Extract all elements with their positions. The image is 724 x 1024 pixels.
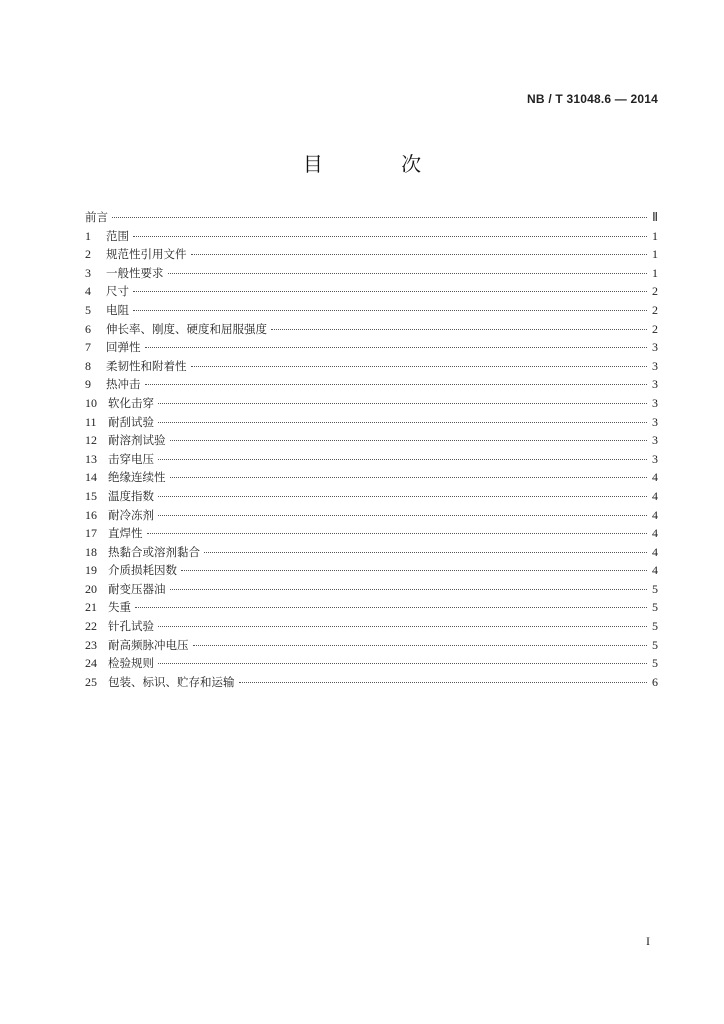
toc-entry[interactable]	[85, 580, 658, 599]
toc-entry-number: 20	[85, 581, 97, 596]
toc-entry-title: 热黏合或溶剂黏合	[108, 544, 200, 559]
toc-dot-leader	[170, 589, 648, 590]
toc-entry-title: 耐高频脉冲电压	[108, 637, 189, 652]
toc-entry-number: 8	[85, 358, 91, 373]
toc-dot-leader	[133, 310, 647, 311]
toc-entry-title: 直焊性	[108, 526, 143, 541]
toc-entry[interactable]	[85, 561, 658, 580]
toc-entry[interactable]	[85, 431, 658, 450]
toc-entry-page: 1	[652, 247, 658, 262]
toc-entry[interactable]	[85, 487, 658, 506]
toc-entry[interactable]	[85, 208, 658, 227]
toc-entry-title: 回弹性	[106, 340, 141, 355]
toc-entry-number: 4	[85, 284, 91, 299]
toc-entry-page: 4	[652, 544, 658, 559]
toc-entry-title: 规范性引用文件	[106, 247, 187, 262]
toc-dot-leader	[145, 384, 648, 385]
toc-entry[interactable]	[85, 375, 658, 394]
toc-entry-page: 5	[652, 581, 658, 596]
toc-entry-title: 耐刮试验	[108, 414, 154, 429]
toc-entry-page: 5	[652, 656, 658, 671]
toc-entry-title: 耐变压器油	[108, 581, 166, 596]
toc-entry[interactable]	[85, 617, 658, 636]
toc-dot-leader	[158, 626, 647, 627]
toc-entry[interactable]	[85, 654, 658, 673]
toc-entry[interactable]	[85, 227, 658, 246]
toc-entry[interactable]	[85, 320, 658, 339]
toc-entry-page: 3	[652, 433, 658, 448]
toc-entry[interactable]	[85, 673, 658, 692]
toc-entry-title: 电阻	[106, 302, 129, 317]
standard-number: NB / T 31048.6 — 2014	[527, 92, 658, 106]
toc-entry-title: 绝缘连续性	[108, 470, 166, 485]
toc-dot-leader	[158, 459, 647, 460]
toc-entry-title: 尺寸	[106, 284, 129, 299]
toc-entry-number: 11	[85, 414, 97, 429]
toc-entry-page: 4	[652, 563, 658, 578]
toc-entry-title: 介质损耗因数	[108, 563, 177, 578]
toc-entry-number: 16	[85, 507, 97, 522]
toc-entry-title: 针孔试验	[108, 619, 154, 634]
toc-dot-leader	[158, 496, 647, 497]
toc-entry-title: 失重	[108, 600, 131, 615]
toc-dot-leader	[158, 422, 647, 423]
toc-entry[interactable]	[85, 282, 658, 301]
toc-entry-number: 7	[85, 340, 91, 355]
page-title: 目 次	[302, 152, 458, 176]
toc-dot-leader	[239, 682, 648, 683]
toc-entry-number: 25	[85, 674, 97, 689]
toc-entry-number: 1	[85, 228, 91, 243]
toc-entry-title: 软化击穿	[108, 395, 154, 410]
toc-dot-leader	[112, 217, 647, 218]
toc-dot-leader	[181, 570, 647, 571]
toc-entry-page: 4	[652, 526, 658, 541]
toc-entry[interactable]	[85, 357, 658, 376]
toc-entry-page: 3	[652, 358, 658, 373]
toc-entry[interactable]	[85, 598, 658, 617]
toc-entry[interactable]	[85, 543, 658, 562]
page-number: I	[646, 934, 650, 948]
toc-entry-title: 热冲击	[106, 377, 141, 392]
toc-entry-title: 检验规则	[108, 656, 154, 671]
toc-entry-page: 1	[652, 265, 658, 280]
toc-entry-page: 4	[652, 507, 658, 522]
toc-entry-page: 2	[652, 321, 658, 336]
toc-dot-leader	[135, 607, 647, 608]
toc-entry[interactable]	[85, 394, 658, 413]
toc-entry-page: 5	[652, 637, 658, 652]
toc-entry-page: 5	[652, 619, 658, 634]
toc-entry-number: 14	[85, 470, 97, 485]
toc-dot-leader	[191, 254, 648, 255]
toc-entry-title: 耐冷冻剂	[108, 507, 154, 522]
toc-entry-page: Ⅱ	[652, 210, 658, 224]
toc-entry-title: 包装、标识、贮存和运输	[108, 674, 235, 689]
toc-dot-leader	[191, 366, 648, 367]
toc-entry-page: 2	[652, 302, 658, 317]
toc-dot-leader	[193, 645, 648, 646]
toc-entry-title: 一般性要求	[106, 265, 164, 280]
toc-entry-number: 13	[85, 451, 97, 466]
toc-entry-page: 5	[652, 600, 658, 615]
toc-entry-page: 3	[652, 395, 658, 410]
toc-entry[interactable]	[85, 338, 658, 357]
toc-entry-number: 2	[85, 247, 91, 262]
toc-entry-number: 17	[85, 526, 97, 541]
table-of-contents	[85, 208, 658, 691]
toc-entry-number: 24	[85, 656, 97, 671]
toc-entry-number: 22	[85, 619, 97, 634]
toc-entry-number: 9	[85, 377, 91, 392]
toc-dot-leader	[271, 329, 647, 330]
toc-entry-page: 3	[652, 414, 658, 429]
toc-entry[interactable]	[85, 413, 658, 432]
toc-entry-number: 6	[85, 321, 91, 336]
toc-dot-leader	[170, 477, 648, 478]
toc-dot-leader	[158, 403, 647, 404]
toc-entry-number: 5	[85, 302, 91, 317]
toc-entry-page: 4	[652, 488, 658, 503]
toc-dot-leader	[168, 273, 648, 274]
toc-entry-number: 19	[85, 563, 97, 578]
toc-entry-number: 21	[85, 600, 97, 615]
toc-entry-page: 3	[652, 340, 658, 355]
toc-entry-title: 伸长率、刚度、硬度和屈服强度	[106, 321, 267, 336]
toc-entry[interactable]	[85, 468, 658, 487]
toc-entry[interactable]	[85, 245, 658, 264]
toc-entry-number: 23	[85, 637, 97, 652]
toc-entry-page: 1	[652, 228, 658, 243]
toc-entry[interactable]	[85, 301, 658, 320]
toc-entry-page: 3	[652, 377, 658, 392]
toc-entry-number: 15	[85, 488, 97, 503]
toc-entry-page: 2	[652, 284, 658, 299]
toc-entry[interactable]	[85, 264, 658, 283]
toc-entry-title: 温度指数	[108, 488, 154, 503]
toc-entry-number: 18	[85, 544, 97, 559]
toc-entry-page: 4	[652, 470, 658, 485]
toc-entry-title: 范围	[106, 228, 129, 243]
toc-dot-leader	[170, 440, 648, 441]
toc-dot-leader	[133, 236, 647, 237]
toc-entry[interactable]	[85, 506, 658, 525]
toc-entry-page: 3	[652, 451, 658, 466]
toc-entry-title: 柔韧性和附着性	[106, 358, 187, 373]
toc-dot-leader	[133, 291, 647, 292]
toc-entry-number: 3	[85, 265, 91, 280]
toc-dot-leader	[147, 533, 648, 534]
toc-entry-title: 击穿电压	[108, 451, 154, 466]
toc-entry[interactable]	[85, 450, 658, 469]
toc-dot-leader	[158, 663, 647, 664]
toc-dot-leader	[145, 347, 648, 348]
toc-entry-title: 耐溶剂试验	[108, 433, 166, 448]
toc-dot-leader	[158, 515, 647, 516]
toc-entry-page: 6	[652, 674, 658, 689]
toc-entry-title: 前言	[85, 210, 108, 224]
toc-entry[interactable]	[85, 524, 658, 543]
toc-dot-leader	[204, 552, 647, 553]
toc-entry-number: 12	[85, 433, 97, 448]
toc-entry-number: 10	[85, 395, 97, 410]
toc-entry[interactable]	[85, 636, 658, 655]
